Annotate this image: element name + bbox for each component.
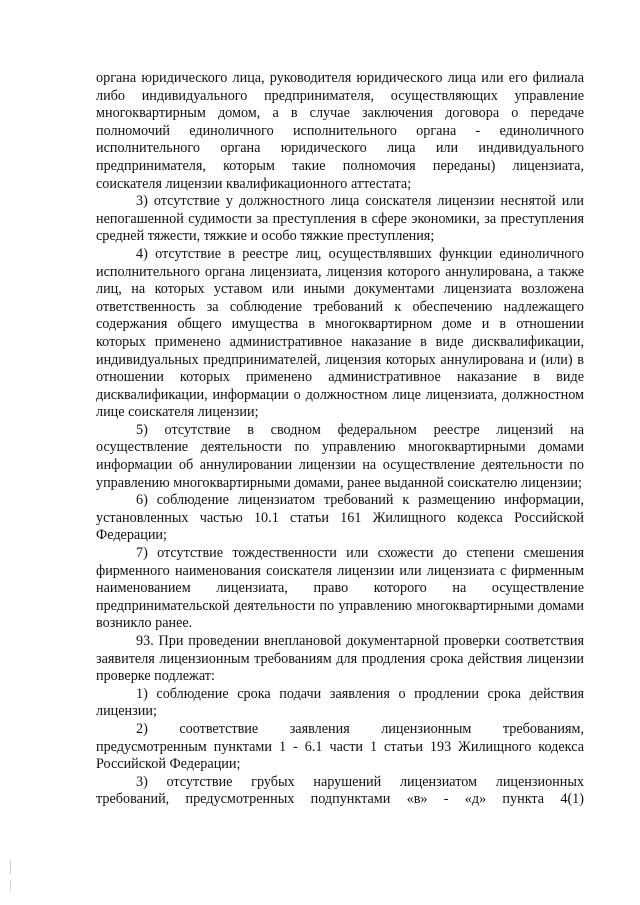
paragraph-93-item-2: 2) соответствие заявления лицензионным требованиям, предусмотренным пунктами 1 - 6.1 части 1 статьи 193 Жилищного кодекса Российской Федерации; — [96, 720, 584, 773]
document-body — [96, 70, 584, 809]
paragraph-item-3: 3) отсутствие у должностного лица соискателя лицензии неснятой или непогашенной судимости за преступления в сфере экономики, за преступления средней тяжести, тяжкие и особо тяжкие преступления; — [96, 193, 584, 245]
paragraph-item-6: 6) соблюдение лицензиатом требований к размещению информации, установленных частью 10.1 статьи 161 Жилищного кодекса Российской Федерации; — [96, 492, 584, 544]
scan-margin-mark — [10, 880, 11, 890]
paragraph-item-4: 4) отсутствие в реестре лиц, осуществлявших функции единоличного исполнительного органа лицензиата, лицензия которого аннулирована, а также лиц, на которых уставом или иными документами лицензиата возложена ответственность за соблюдение требований к обеспечению надлежащего содержания общего имущества в многоквартирном доме и в отношении которых применено административное наказание в виде дисквалификации, индивидуальных предпринимателей, лицензия которых аннулирована и (или) в отношении которых применено административное наказание в виде дисквалификации, информации о должностном лице лицензиата, должностном лице соискателя лицензии; — [96, 245, 584, 421]
paragraph-93-item-3: 3) отсутствие грубых нарушений лицензиатом лицензионных требований, предусмотренных подпунктами «в» - «д» пункта 4(1) — [96, 773, 584, 808]
paragraph-item-5: 5) отсутствие в сводном федеральном реестре лицензий на осуществление деятельности по управлению многоквартирными домами информации об аннулировании лицензии на осуществление деятельности по управлению многоквартирными домами, ранее выданной соискателю лицензии; — [96, 421, 584, 491]
paragraph-item-7: 7) отсутствие тождественности или схожести до степени смешения фирменного наименования соискателя лицензии или лицензиата с фирменным наименованием лицензиата, право которого на осуществление предпринимательской деятельности по управлению многоквартирными домами возникло ранее. — [96, 545, 584, 632]
paragraph-continuation: органа юридического лица, руководителя юридического лица или его филиала либо индивидуального предпринимателя, осуществляющих управление многоквартирным домом, а в случае заключения договора о передаче полномочий единоличного исполнительного органа - единоличного исполнительного органа юридического лица или индивидуального предпринимателя, которым такие полномочия переданы) лицензиата, соискателя лицензии квалификационного аттестата; — [96, 70, 584, 192]
paragraph-93: 93. При проведении внеплановой документарной проверки соответствия заявителя лицензионным требованиям для продления срока действия лицензии проверке подлежат: — [96, 633, 584, 685]
scan-margin-mark — [10, 860, 11, 874]
paragraph-93-item-1: 1) соблюдение срока подачи заявления о продлении срока действия лицензии; — [96, 685, 584, 720]
